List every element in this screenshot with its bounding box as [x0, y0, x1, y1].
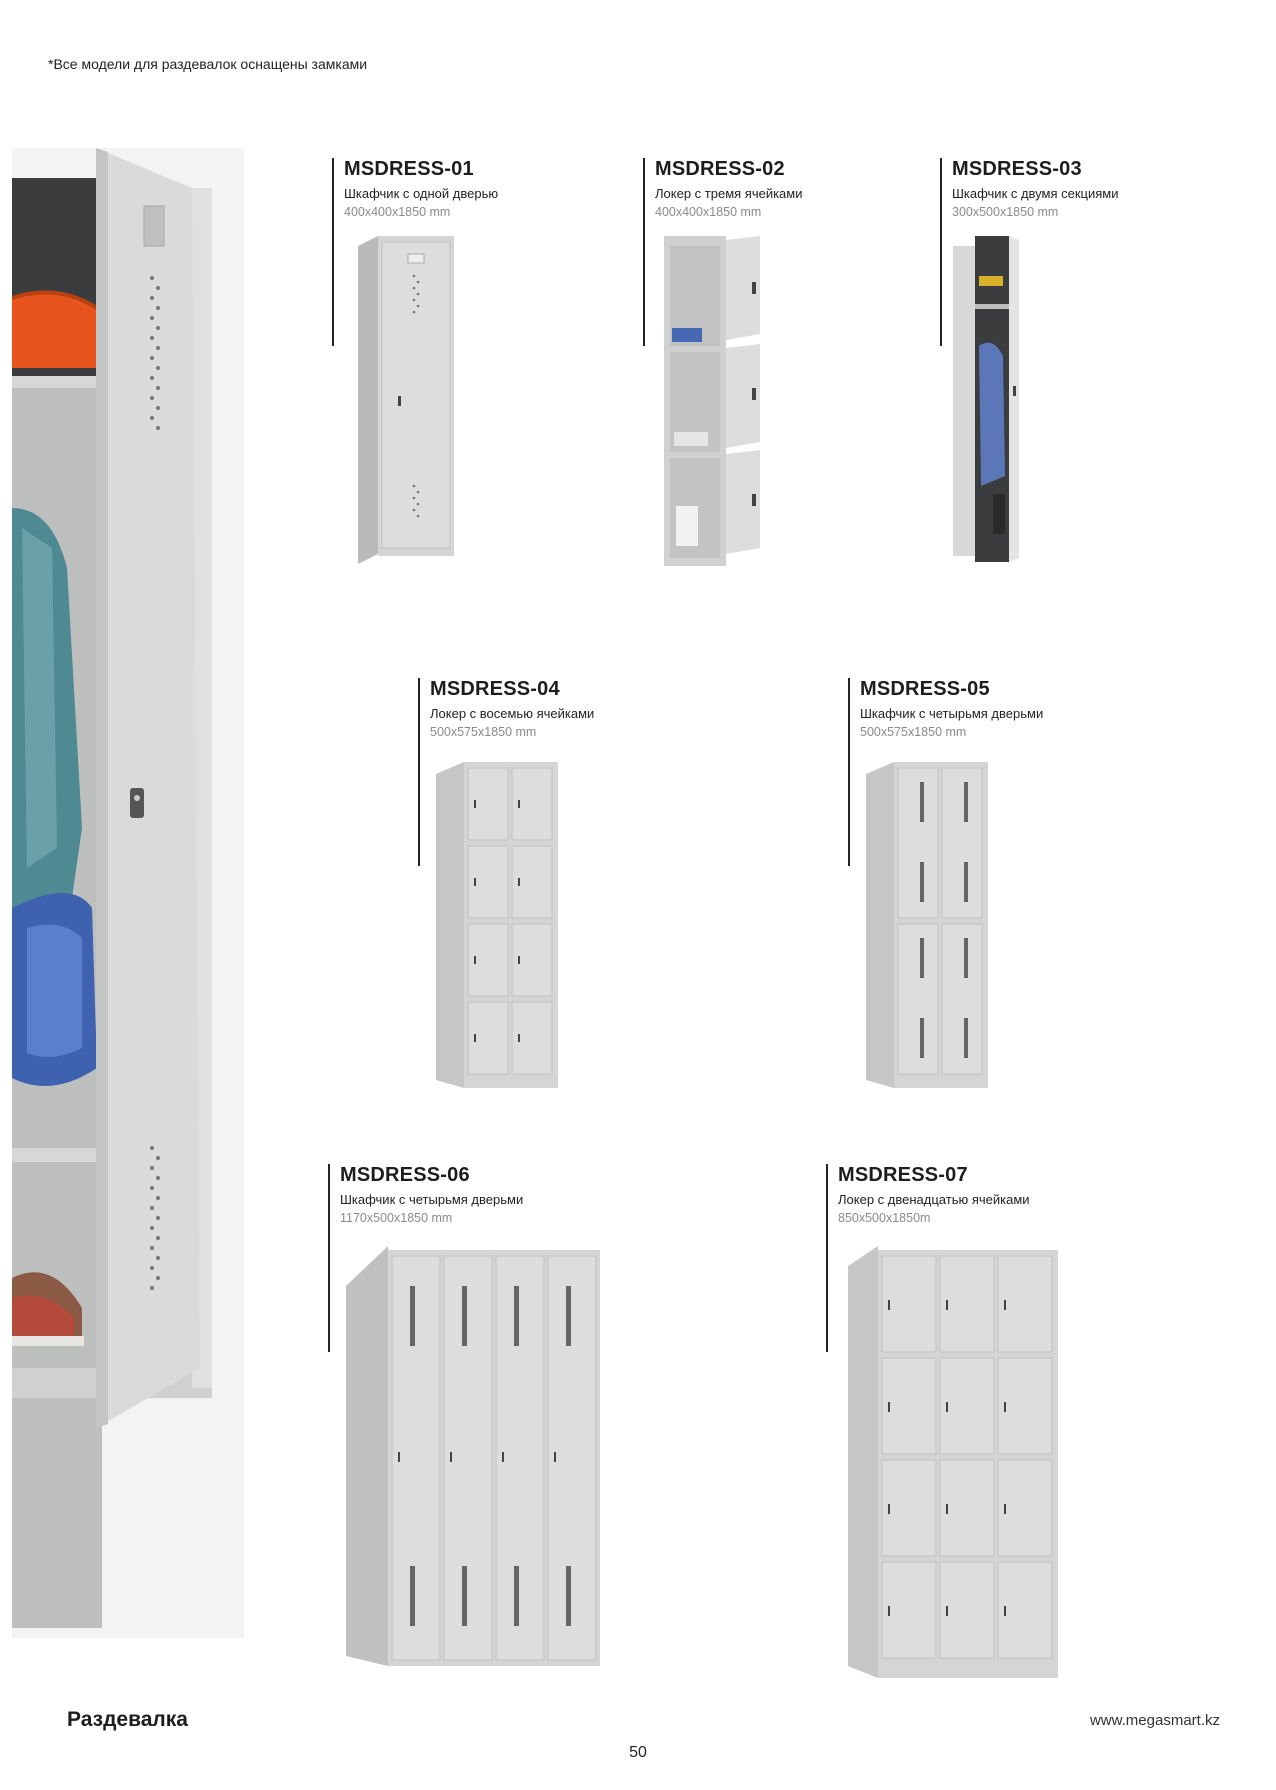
product-desc: Шкафчик с двумя секциями: [952, 186, 1119, 201]
product-name: MSDRESS-05: [860, 678, 990, 700]
locker-image-1: [358, 236, 454, 571]
product-dims: 400x400x1850 mm: [655, 205, 762, 219]
locker-image-2: [664, 236, 764, 571]
website-link[interactable]: www.megasmart.kz: [1089, 1712, 1220, 1729]
product-name: MSDRESS-06: [340, 1164, 470, 1186]
product-desc: Локер с тремя ячейками: [655, 186, 803, 201]
label-bar: [643, 158, 645, 346]
product-desc: Шкафчик с четырьмя дверьми: [860, 706, 1044, 721]
locker-image-6: [346, 1246, 600, 1675]
product-name: MSDRESS-07: [838, 1164, 968, 1186]
label-bar: [332, 158, 334, 346]
product-name: MSDRESS-01: [344, 158, 474, 180]
product-name: MSDRESS-03: [952, 158, 1082, 180]
product-desc: Локер с двенадцатью ячейками: [838, 1192, 1030, 1207]
label-bar: [826, 1164, 828, 1352]
section-title: Раздевалка: [67, 1708, 188, 1731]
product-name: MSDRESS-04: [430, 678, 560, 700]
product-desc: Шкафчик с одной дверью: [344, 186, 499, 201]
product-dims: 500x575x1850 mm: [860, 725, 967, 739]
label-bar: [418, 678, 420, 866]
product-dims: 500x575x1850 mm: [430, 725, 537, 739]
locker-image-5: [866, 762, 988, 1095]
product-dims: 1170x500x1850 mm: [340, 1211, 453, 1225]
product-dims: 400x400x1850 mm: [344, 205, 451, 219]
product-desc: Шкафчик с четырьмя дверьми: [340, 1192, 524, 1207]
label-bar: [328, 1164, 330, 1352]
product-dims: 850x500x1850m: [838, 1211, 931, 1225]
locker-image-4: [436, 762, 558, 1095]
locker-image-7: [848, 1246, 1058, 1687]
locks-note: *Все модели для раздевалок оснащены замками: [48, 56, 368, 72]
label-bar: [940, 158, 942, 346]
page-number: 50: [629, 1744, 647, 1761]
product-desc: Локер с восемью ячейками: [430, 706, 595, 721]
hero-locker-photo: [12, 148, 244, 1638]
label-bar: [848, 678, 850, 866]
locker-image-3: [953, 236, 1025, 571]
product-dims: 300x500x1850 mm: [952, 205, 1059, 219]
product-name: MSDRESS-02: [655, 158, 785, 180]
